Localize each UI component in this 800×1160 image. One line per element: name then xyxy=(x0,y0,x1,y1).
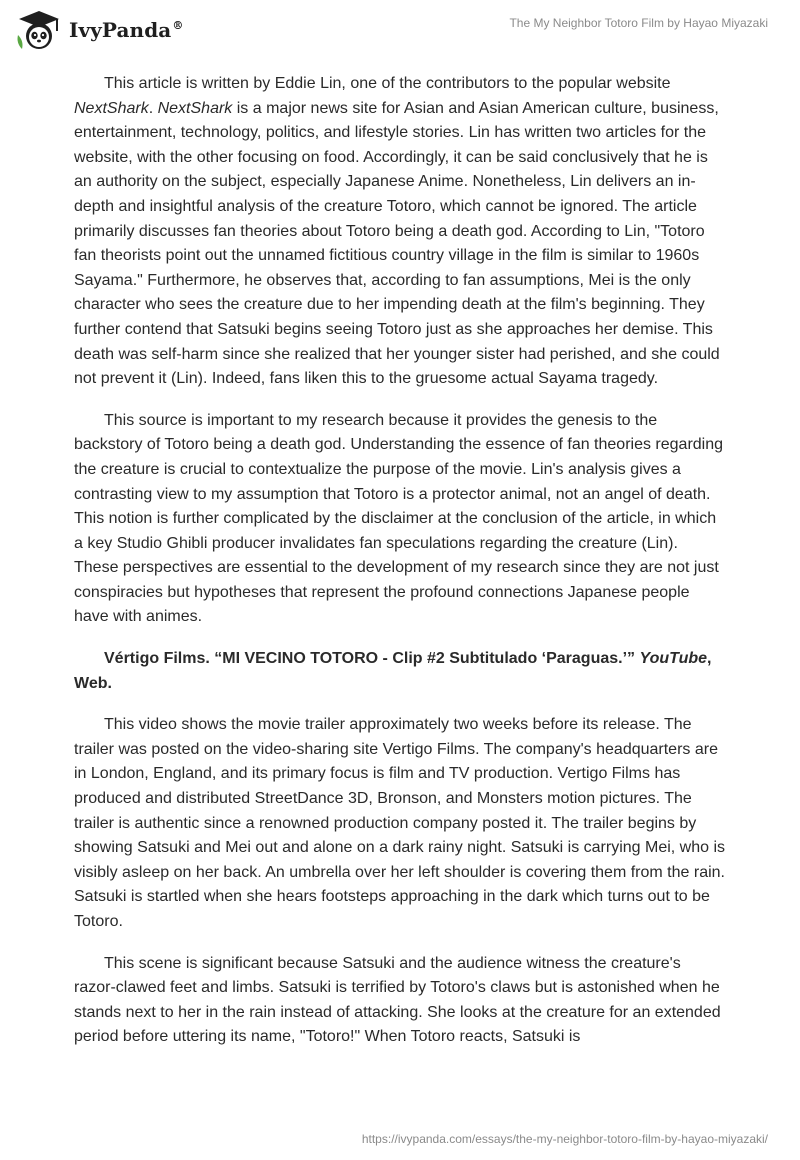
paragraph-2: This source is important to my research because it provides the genesis to the backstory of Totoro being a death god. Understanding the essence of fan theories regarding the creature is crucial to contextualize the purpose of the movie. Lin's analysis gives a contrasting view to my assumption that Totoro is a protector animal, not an angel of death. This notion is further complicated by the disclaimer at the conclusion of the article, in which a key Studio Ghibli producer invalidates fan speculations regarding the creature (Lin). These perspectives are essential to the development of my research since they are not just conspiracies but hypotheses that represent the profound connections Japanese people have with animes. xyxy=(74,411,724,626)
essay-body xyxy=(74,72,726,1067)
panda-graduate-icon xyxy=(14,9,64,51)
ivypanda-logo[interactable] xyxy=(14,9,183,51)
source-name: YouTube xyxy=(639,650,708,668)
reference-citation: Vértigo Films. “MI VECINO TOTORO - Clip #2 Subtitulado ‘Paraguas.’” YouTube, Web. xyxy=(74,650,712,692)
paragraph-1: This article is written by Eddie Lin, one of the contributors to the popular website NextShark. NextShark is a major news site for Asian and Asian American culture, business, entertainment, technology, politics, and lifestyle stories. Lin has written two articles for the website, with the other focusing on food. Accordingly, it can be said conclusively that he is an authority on the subject, especially Japanese Anime. Nonetheless, Lin delivers an in-depth and insightful analysis of the creature Totoro, which cannot be ignored. The article primarily discusses fan theories about Totoro being a death god. According to Lin, "Totoro fan theorists point out the unnamed fictitious country village in the film is similar to 1960s Sayama." Furthermore, he observes that, according to fan assumptions, Mei is the only character who sees the creature due to her impending death at the film's beginning. They further contend that Satsuki begins seeing Totoro just as she approaches her demise. This death was self-harm since she realized that her younger sister had perished, and she could not prevent it (Lin). Indeed, fans liken this to the gruesome actual Sayama tragedy. xyxy=(74,75,720,388)
brand-name: IvyPanda® xyxy=(69,18,184,42)
publication-name: NextShark xyxy=(157,99,233,117)
page-header xyxy=(0,0,800,60)
paragraph-3: This video shows the movie trailer approximately two weeks before its release. The trailer was posted on the video-sharing site Vertigo Films. The company's headquarters are in London, England, and its primary focus is film and TV production. Vertigo Films has produced and distributed StreetDance 3D, Bronson, and Monsters motion pictures. The trailer is authentic since a renowned production company posted it. The trailer begins by showing Satsuki and Mei out and alone on a dark rainy night. Satsuki is carrying Mei, who is visibly asleep on her back. An umbrella over her left shoulder is covering them from the rain. Satsuki is startled when she hears footsteps approaching in the dark which turns out to be Totoro. xyxy=(74,716,726,930)
paragraph-4: This scene is significant because Satsuki and the audience witness the creature's razor-clawed feet and limbs. Satsuki is terrified by Totoro's claws but is astonished when he stands next to her in the rain instead of attacking. She looks at the creature for an extended period before uttering its name, "Totoro!" When Totoro reacts, Satsuki is xyxy=(74,954,721,1046)
document-title: The My Neighbor Totoro Film by Hayao Miyazaki xyxy=(509,16,768,30)
publication-name: NextShark xyxy=(74,99,149,117)
source-url-link[interactable]: https://ivypanda.com/essays/the-my-neighbor-totoro-film-by-hayao-miyazaki/ xyxy=(361,1132,768,1146)
